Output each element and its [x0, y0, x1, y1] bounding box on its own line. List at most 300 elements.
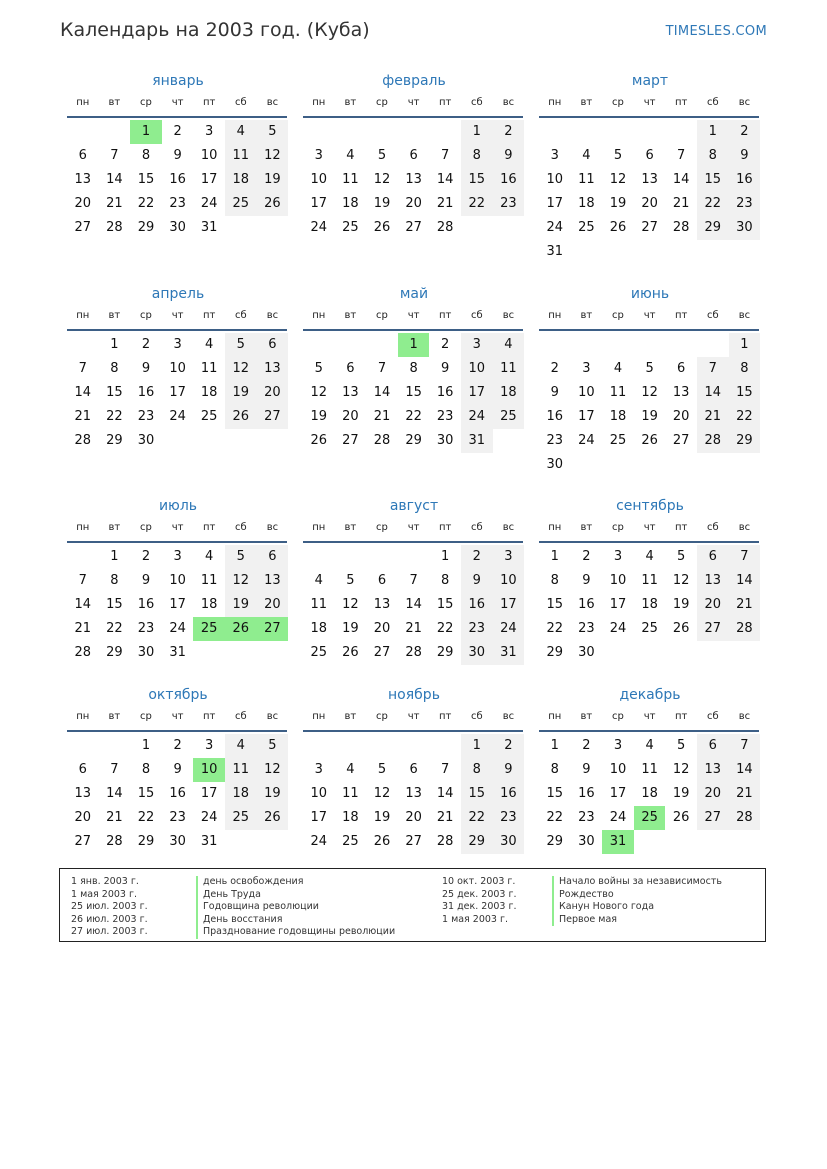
day-cell: 16 — [436, 385, 454, 400]
day-cell: 12 — [257, 758, 289, 782]
day-cell: 9 — [461, 569, 493, 593]
weekday-label: вс — [266, 310, 279, 321]
day-cell: 15 — [106, 597, 123, 612]
day-cell: 6 — [257, 333, 289, 357]
day-cell: 23 — [169, 196, 186, 211]
day-cell: 11 — [200, 573, 218, 588]
day-cell: 1 — [550, 549, 559, 564]
weekday-label: ср — [612, 711, 624, 722]
day-cell: 9 — [582, 573, 591, 588]
day-cell: 10 — [169, 573, 186, 588]
weekday-label: ср — [612, 97, 624, 108]
weekday-header — [67, 522, 289, 536]
day-cell: 1 — [110, 337, 119, 352]
day-cell: 17 — [310, 196, 328, 211]
day-cell: 30 — [436, 433, 454, 448]
day-cell: 20 — [74, 196, 92, 211]
weekday-label: сб — [706, 522, 719, 533]
day-cell: 14 — [405, 597, 422, 612]
day-cell: 8 — [409, 361, 418, 376]
day-cell: 15 — [461, 782, 493, 806]
weekday-label: пт — [675, 97, 688, 108]
day-cell: 29 — [106, 433, 123, 448]
day-cell: 8 — [550, 573, 559, 588]
legend-holiday-name: Канун Нового года — [559, 901, 655, 912]
day-cell: 5 — [677, 738, 686, 753]
day-cell: 31 — [169, 645, 186, 660]
day-cell: 21 — [74, 621, 92, 636]
weekday-label: пн — [76, 310, 90, 321]
month-name: март — [631, 73, 669, 89]
day-cell: 6 — [78, 762, 87, 777]
day-cell: 29 — [729, 429, 761, 453]
weekday-label: пн — [312, 522, 326, 533]
month-divider — [303, 541, 523, 543]
day-cell: 30 — [137, 645, 155, 660]
day-cell: 25 — [493, 405, 525, 429]
day-cell: 17 — [200, 786, 218, 801]
day-cell: 22 — [697, 192, 729, 216]
weekday-label: пн — [548, 522, 562, 533]
day-cell: 27 — [697, 617, 729, 641]
day-cell: 10 — [546, 172, 564, 187]
legend-holiday-name: Начало войны за независимость — [559, 876, 722, 887]
day-cell: 8 — [141, 148, 151, 163]
month-name: сентябрь — [616, 498, 684, 514]
day-cell: 19 — [672, 597, 690, 612]
day-cell: 24 — [310, 220, 328, 235]
weekday-label: чт — [171, 522, 184, 533]
day-cell: 29 — [697, 216, 729, 240]
day-cell: 3 — [461, 333, 493, 357]
day-cell: 28 — [436, 834, 454, 849]
day-cell: 23 — [493, 192, 525, 216]
day-cell: 29 — [137, 220, 155, 235]
day-cell: 2 — [173, 738, 182, 753]
day-cell: 13 — [405, 786, 422, 801]
day-cell: 19 — [373, 810, 391, 825]
day-cell: 31 — [493, 641, 525, 665]
weekday-label: пт — [203, 711, 216, 722]
day-cell: 7 — [78, 573, 87, 588]
day-cell: 25 — [641, 621, 658, 636]
day-cell: 17 — [578, 409, 595, 424]
day-cell: 26 — [225, 617, 257, 641]
month-name: июль — [158, 498, 198, 514]
day-cell: 23 — [729, 192, 761, 216]
day-cell: 2 — [582, 549, 591, 564]
month-name: ноябрь — [388, 687, 440, 703]
weekday-header — [539, 711, 761, 725]
day-cell: 28 — [405, 645, 422, 660]
weekday-label: сб — [234, 522, 247, 533]
day-cell: 26 — [609, 220, 627, 235]
day-cell: 5 — [346, 573, 355, 588]
day-cell: 8 — [697, 144, 729, 168]
day-cell: 23 — [137, 409, 155, 424]
weekday-label: сб — [706, 97, 719, 108]
day-cell: 9 — [493, 144, 525, 168]
day-cell: 30 — [169, 834, 186, 849]
day-cell: 20 — [373, 621, 391, 636]
month-name: май — [399, 286, 429, 302]
site-link[interactable]: TIMESLES.COM — [665, 24, 767, 39]
day-cell: 21 — [697, 405, 729, 429]
day-cell: 5 — [613, 148, 623, 163]
day-cell: 12 — [672, 762, 690, 777]
weekday-label: пт — [439, 711, 452, 722]
day-cell: 16 — [169, 172, 186, 187]
weekday-label: ср — [140, 97, 152, 108]
day-cell: 1 — [110, 549, 119, 564]
day-cell: 1 — [697, 120, 729, 144]
weekday-label: чт — [407, 97, 420, 108]
day-cell: 30 — [729, 216, 761, 240]
weekday-label: пн — [548, 711, 562, 722]
day-cell: 21 — [672, 196, 690, 211]
day-cell: 29 — [546, 645, 564, 660]
day-cell: 8 — [110, 573, 119, 588]
weekday-label: пт — [439, 310, 452, 321]
day-cell: 19 — [672, 786, 690, 801]
legend-date: 1 янв. 2003 г. — [71, 876, 139, 887]
day-cell: 10 — [310, 172, 328, 187]
day-cell: 11 — [310, 597, 328, 612]
day-cell: 9 — [441, 361, 450, 376]
day-cell: 29 — [546, 834, 564, 849]
day-cell: 12 — [225, 569, 257, 593]
day-cell: 1 — [398, 333, 430, 357]
day-cell: 5 — [377, 762, 387, 777]
day-cell: 27 — [257, 405, 289, 429]
day-cell: 20 — [672, 409, 690, 424]
day-cell: 16 — [169, 786, 186, 801]
month-name: февраль — [382, 73, 446, 89]
day-cell: 22 — [436, 621, 454, 636]
day-cell: 16 — [493, 782, 525, 806]
weekday-label: вс — [738, 711, 751, 722]
weekday-label: пт — [203, 522, 216, 533]
month-divider — [303, 730, 523, 732]
weekday-label: вт — [344, 711, 357, 722]
weekday-label: вт — [580, 97, 593, 108]
weekday-label: пн — [548, 310, 562, 321]
day-cell: 4 — [346, 148, 355, 163]
day-cell: 25 — [634, 806, 666, 830]
weekday-label: вт — [108, 711, 121, 722]
legend-date: 26 июл. 2003 г. — [71, 913, 148, 925]
day-cell: 25 — [225, 192, 257, 216]
day-cell: 18 — [200, 385, 218, 400]
day-cell: 28 — [106, 834, 123, 849]
day-cell: 24 — [169, 409, 186, 424]
day-cell: 31 — [200, 220, 218, 235]
day-cell: 19 — [257, 168, 289, 192]
day-cell: 23 — [436, 409, 454, 424]
day-cell: 26 — [373, 834, 391, 849]
day-cell: 18 — [641, 786, 658, 801]
day-cell: 10 — [609, 762, 627, 777]
weekday-label: вт — [108, 522, 121, 533]
day-cell: 28 — [697, 429, 729, 453]
day-cell: 23 — [546, 433, 564, 448]
day-cell: 8 — [141, 762, 151, 777]
day-cell: 4 — [205, 337, 214, 352]
day-cell: 24 — [609, 810, 627, 825]
holiday-legend — [59, 868, 766, 942]
day-cell: 24 — [310, 834, 328, 849]
day-cell: 1 — [729, 333, 761, 357]
day-cell: 27 — [74, 220, 92, 235]
day-cell: 18 — [578, 196, 595, 211]
day-cell: 20 — [641, 196, 658, 211]
day-cell: 30 — [546, 457, 564, 472]
day-cell: 11 — [225, 144, 257, 168]
day-cell: 15 — [729, 381, 761, 405]
day-cell: 2 — [461, 545, 493, 569]
day-cell: 13 — [697, 569, 729, 593]
day-cell: 22 — [461, 806, 493, 830]
day-cell: 20 — [342, 409, 359, 424]
legend-holiday-name: День восстания — [203, 913, 283, 925]
day-cell: 15 — [137, 172, 155, 187]
day-cell: 21 — [436, 810, 454, 825]
weekday-label: вс — [502, 310, 515, 321]
day-cell: 5 — [677, 549, 686, 564]
day-cell: 16 — [461, 593, 493, 617]
weekday-label: вт — [108, 310, 121, 321]
day-cell: 22 — [461, 192, 493, 216]
day-cell: 11 — [493, 357, 525, 381]
weekday-label: ср — [376, 711, 388, 722]
day-cell: 31 — [200, 834, 218, 849]
day-cell: 25 — [578, 220, 595, 235]
day-cell: 2 — [550, 361, 559, 376]
day-cell: 7 — [110, 762, 119, 777]
day-cell: 27 — [697, 806, 729, 830]
weekday-label: вт — [344, 97, 357, 108]
day-cell: 27 — [257, 617, 289, 641]
weekday-label: ср — [140, 522, 152, 533]
weekday-label: ср — [612, 310, 624, 321]
day-cell: 27 — [373, 645, 391, 660]
month-divider — [67, 541, 287, 543]
day-cell: 6 — [697, 545, 729, 569]
day-cell: 20 — [74, 810, 92, 825]
day-cell: 24 — [461, 405, 493, 429]
weekday-label: вс — [502, 97, 515, 108]
day-cell: 31 — [546, 244, 564, 259]
legend-date: 10 окт. 2003 г. — [442, 876, 516, 887]
day-cell: 11 — [578, 172, 595, 187]
day-cell: 3 — [582, 361, 591, 376]
day-cell: 12 — [257, 144, 289, 168]
day-cell: 10 — [310, 786, 328, 801]
day-cell: 19 — [373, 196, 391, 211]
day-cell: 23 — [578, 621, 595, 636]
weekday-label: вт — [580, 711, 593, 722]
weekday-header — [67, 711, 289, 725]
day-cell: 12 — [641, 385, 658, 400]
weekday-label: пн — [312, 97, 326, 108]
day-cell: 11 — [342, 786, 359, 801]
weekday-label: вс — [502, 711, 515, 722]
day-cell: 11 — [641, 762, 658, 777]
weekday-label: сб — [470, 97, 483, 108]
weekday-label: сб — [234, 711, 247, 722]
day-cell: 30 — [461, 641, 493, 665]
day-cell: 8 — [441, 573, 450, 588]
day-cell: 3 — [205, 124, 214, 139]
weekday-label: сб — [470, 310, 483, 321]
day-cell: 2 — [493, 734, 525, 758]
weekday-label: сб — [706, 310, 719, 321]
day-cell: 19 — [342, 621, 359, 636]
day-cell: 10 — [493, 569, 525, 593]
day-cell: 10 — [609, 573, 627, 588]
weekday-label: пн — [76, 97, 90, 108]
day-cell: 21 — [106, 810, 123, 825]
day-cell: 13 — [697, 758, 729, 782]
day-cell: 14 — [436, 172, 454, 187]
day-cell: 11 — [342, 172, 359, 187]
day-cell: 18 — [641, 597, 658, 612]
legend-holiday-name: Первое мая — [559, 913, 617, 925]
day-cell: 15 — [405, 385, 422, 400]
day-cell: 1 — [130, 120, 162, 144]
day-cell: 7 — [729, 545, 761, 569]
day-cell: 2 — [441, 337, 450, 352]
weekday-header — [303, 711, 525, 725]
day-cell: 5 — [225, 545, 257, 569]
day-cell: 9 — [141, 361, 151, 376]
day-cell: 13 — [74, 786, 92, 801]
weekday-label: вс — [738, 522, 751, 533]
day-cell: 1 — [141, 738, 151, 753]
day-cell: 3 — [613, 738, 623, 753]
day-cell: 15 — [106, 385, 123, 400]
month-divider — [67, 730, 287, 732]
day-cell: 9 — [493, 758, 525, 782]
month-name: апрель — [151, 286, 205, 302]
day-cell: 15 — [697, 168, 729, 192]
day-cell: 9 — [729, 144, 761, 168]
day-cell: 22 — [106, 409, 123, 424]
day-cell: 24 — [200, 810, 218, 825]
day-cell: 14 — [106, 786, 123, 801]
day-cell: 10 — [461, 357, 493, 381]
day-cell: 20 — [405, 810, 422, 825]
day-cell: 19 — [225, 593, 257, 617]
weekday-header — [67, 97, 289, 111]
day-cell: 17 — [200, 172, 218, 187]
day-cell: 6 — [78, 148, 87, 163]
page-title: Календарь на 2003 год. (Куба) — [60, 19, 370, 41]
weekday-label: ср — [612, 522, 624, 533]
legend-date: 1 мая 2003 г. — [442, 913, 508, 925]
day-cell: 15 — [137, 786, 155, 801]
day-cell: 17 — [493, 593, 525, 617]
day-cell: 26 — [672, 810, 690, 825]
day-cell: 17 — [609, 786, 627, 801]
legend-names — [203, 876, 395, 939]
day-cell: 1 — [550, 738, 559, 753]
day-cell: 7 — [441, 148, 450, 163]
day-cell: 17 — [461, 381, 493, 405]
day-cell: 10 — [193, 758, 225, 782]
day-cell: 27 — [641, 220, 658, 235]
day-cell: 18 — [609, 409, 627, 424]
weekday-label: сб — [234, 310, 247, 321]
legend-holiday-name: Празднование годовщины революции — [203, 926, 396, 937]
day-cell: 17 — [169, 597, 186, 612]
day-cell: 30 — [578, 834, 595, 849]
day-cell: 4 — [582, 148, 591, 163]
day-cell: 20 — [257, 593, 289, 617]
day-cell: 10 — [200, 148, 218, 163]
month-divider — [67, 329, 287, 331]
day-cell: 14 — [373, 385, 391, 400]
day-cell: 14 — [436, 786, 454, 801]
day-cell: 15 — [436, 597, 454, 612]
weekday-header — [303, 522, 525, 536]
day-cell: 28 — [436, 220, 454, 235]
day-cell: 5 — [377, 148, 387, 163]
day-cell: 3 — [173, 549, 182, 564]
day-cell: 7 — [78, 361, 87, 376]
day-cell: 3 — [173, 337, 182, 352]
day-cell: 12 — [225, 357, 257, 381]
legend-date: 31 дек. 2003 г. — [442, 901, 517, 912]
day-cell: 18 — [342, 196, 359, 211]
day-cell: 10 — [169, 361, 186, 376]
day-cell: 14 — [74, 597, 92, 612]
day-cell: 13 — [672, 385, 690, 400]
day-cell: 26 — [225, 405, 257, 429]
weekday-label: вт — [580, 310, 593, 321]
day-cell: 25 — [342, 834, 359, 849]
weekday-label: чт — [171, 711, 184, 722]
weekday-label: чт — [407, 711, 420, 722]
weekday-label: чт — [407, 310, 420, 321]
day-cell: 27 — [405, 220, 422, 235]
day-cell: 9 — [141, 573, 151, 588]
day-cell: 2 — [173, 124, 182, 139]
month-name: январь — [152, 73, 204, 89]
day-cell: 20 — [257, 381, 289, 405]
day-cell: 18 — [342, 810, 359, 825]
weekday-label: вт — [344, 310, 357, 321]
day-cell: 12 — [373, 786, 391, 801]
day-cell: 22 — [137, 810, 155, 825]
day-cell: 4 — [645, 738, 654, 753]
day-cell: 27 — [672, 433, 690, 448]
day-cell: 20 — [697, 782, 729, 806]
day-cell: 5 — [225, 333, 257, 357]
weekday-label: чт — [643, 310, 656, 321]
weekday-label: пт — [203, 97, 216, 108]
day-cell: 3 — [613, 549, 623, 564]
day-cell: 28 — [672, 220, 690, 235]
day-cell: 29 — [106, 645, 123, 660]
day-cell: 2 — [729, 120, 761, 144]
day-cell: 8 — [461, 758, 493, 782]
day-cell: 15 — [461, 168, 493, 192]
day-cell: 6 — [377, 573, 387, 588]
day-cell: 6 — [645, 148, 654, 163]
legend-dates — [442, 876, 517, 926]
day-cell: 4 — [225, 120, 257, 144]
